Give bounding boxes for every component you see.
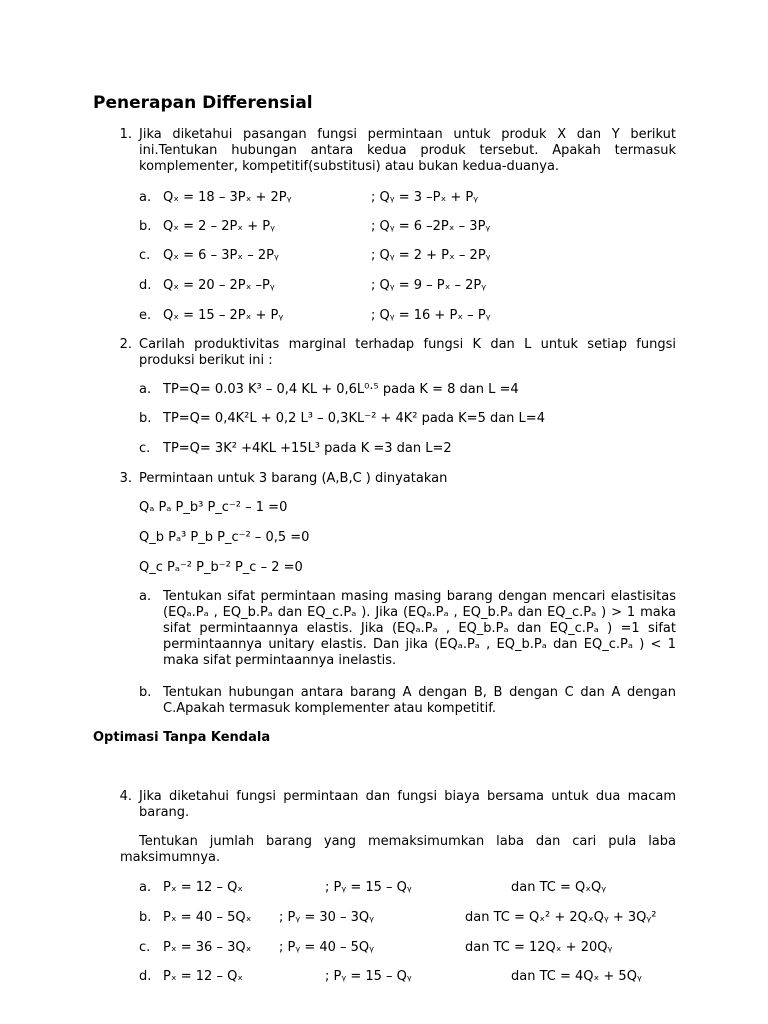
- q1-item-qy: ; Qᵧ = 9 – Pₓ – 2Pᵧ: [371, 278, 487, 293]
- q3-item-text: Tentukan sifat permintaan masing masing barang dengan mencari elastisitas (EQₐ.Pₐ , EQ_b.Pₐ dan EQ_c.Pₐ ). Jika (EQₐ.Pₐ , EQ_b.Pₐ dan EQ_c.Pₐ ) > 1 maka sifat permintaannya elastis. Jika (EQₐ.Pₐ , EQ_b.Pₐ dan EQ_c.Pₐ ) =1 sifat permintaannya unitary elastis. Dan jika (EQₐ.Pₐ , EQ_b.Pₐ dan EQ_c.Pₐ ) < 1 maka sifat permintaannya inelastis.: [163, 589, 676, 668]
- q3-equation: Q_c Pₐ⁻² P_b⁻² P_c – 2 =0: [139, 560, 303, 575]
- q2-item-text: TP=Q= 0.03 K³ – 0,4 KL + 0,6L⁰·⁵ pada K = 8 dan L =4: [163, 382, 519, 397]
- q4-item-py: ; Pᵧ = 30 – 3Qᵧ: [279, 910, 375, 925]
- q4-item-label: d.: [139, 969, 152, 984]
- page-title: Penerapan Differensial: [93, 93, 313, 113]
- q1-item-qy: ; Qᵧ = 2 + Pₓ – 2Pᵧ: [371, 248, 491, 263]
- q3-item-label: a.: [139, 589, 152, 604]
- q1-item-qy: ; Qᵧ = 3 –Pₓ + Pᵧ: [371, 190, 479, 205]
- q1-item-qx: Qₓ = 18 – 3Pₓ + 2Pᵧ: [163, 190, 292, 205]
- q3-item-text: Tentukan hubungan antara barang A dengan B, B dengan C dan A dengan C.Apakah termasuk komplementer atau kompetitif.: [163, 685, 676, 716]
- section-heading: Optimasi Tanpa Kendala: [93, 730, 271, 745]
- q2-number: 2.: [119, 337, 132, 352]
- q1-item-qx: Qₓ = 2 – 2Pₓ + Pᵧ: [163, 219, 275, 234]
- q2-item-label: a.: [139, 382, 152, 397]
- q3-equation: Q_b Pₐ³ P_b P_c⁻² – 0,5 =0: [139, 530, 310, 545]
- q1-item-label: a.: [139, 190, 152, 205]
- q1-text: Jika diketahui pasangan fungsi permintaan untuk produk X dan Y berikut ini.Tentukan hubungan antara kedua produk tersebut. Apakah termasuk komplementer, kompetitif(substitusi) atau bukan kedua-duanya.: [139, 127, 676, 174]
- q2-item-label: c.: [139, 441, 151, 456]
- q1-item-label: b.: [139, 219, 152, 234]
- q3-item-label: b.: [139, 685, 152, 700]
- q1-item-label: d.: [139, 278, 152, 293]
- q1-item-label: e.: [139, 308, 152, 323]
- q3-text: Permintaan untuk 3 barang (A,B,C ) dinyatakan: [139, 471, 448, 486]
- q4-item-tc: dan TC = 4Qₓ + 5Qᵧ: [511, 969, 642, 984]
- q2-item-text: TP=Q= 0,4K²L + 0,2 L³ – 0,3KL⁻² + 4K² pada K=5 dan L=4: [163, 411, 545, 426]
- q1-item-label: c.: [139, 248, 151, 263]
- q1-item-qy: ; Qᵧ = 16 + Pₓ – Pᵧ: [371, 308, 491, 323]
- q4-number: 4.: [119, 789, 132, 804]
- q3-number: 3.: [119, 471, 132, 486]
- q4-instruction: Tentukan jumlah barang yang memaksimumkan laba dan cari pula laba maksimumnya.: [120, 834, 676, 865]
- q4-item-tc: dan TC = 12Qₓ + 20Qᵧ: [465, 940, 613, 955]
- q4-item-px: Pₓ = 12 – Qₓ: [163, 969, 244, 984]
- q4-item-py: ; Pᵧ = 15 – Qᵧ: [325, 969, 412, 984]
- q4-item-px: Pₓ = 12 – Qₓ: [163, 880, 244, 895]
- q4-item-tc: dan TC = QₓQᵧ: [511, 880, 607, 895]
- q4-item-px: Pₓ = 40 – 5Qₓ: [163, 910, 252, 925]
- q4-item-py: ; Pᵧ = 40 – 5Qᵧ: [279, 940, 375, 955]
- q1-item-qy: ; Qᵧ = 6 –2Pₓ – 3Pᵧ: [371, 219, 491, 234]
- q4-item-label: c.: [139, 940, 151, 955]
- q1-item-qx: Qₓ = 20 – 2Pₓ –Pᵧ: [163, 278, 275, 293]
- q1-item-qx: Qₓ = 6 – 3Pₓ – 2Pᵧ: [163, 248, 279, 263]
- q4-item-label: b.: [139, 910, 152, 925]
- q2-text: Carilah produktivitas marginal terhadap fungsi K dan L untuk setiap fungsi produksi berikut ini :: [139, 337, 676, 368]
- q4-item-py: ; Pᵧ = 15 – Qᵧ: [325, 880, 412, 895]
- q1-number: 1.: [119, 127, 132, 142]
- q2-item-label: b.: [139, 411, 152, 426]
- q4-item-tc: dan TC = Qₓ² + 2QₓQᵧ + 3Qᵧ²: [465, 910, 657, 925]
- q3-equation: Qₐ Pₐ P_b³ P_c⁻² – 1 =0: [139, 500, 288, 515]
- q4-item-px: Pₓ = 36 – 3Qₓ: [163, 940, 252, 955]
- q1-item-qx: Qₓ = 15 – 2Pₓ + Pᵧ: [163, 308, 284, 323]
- q4-text: Jika diketahui fungsi permintaan dan fungsi biaya bersama untuk dua macam barang.: [139, 789, 676, 820]
- q2-item-text: TP=Q= 3K² +4KL +15L³ pada K =3 dan L=2: [163, 441, 452, 456]
- q4-item-label: a.: [139, 880, 152, 895]
